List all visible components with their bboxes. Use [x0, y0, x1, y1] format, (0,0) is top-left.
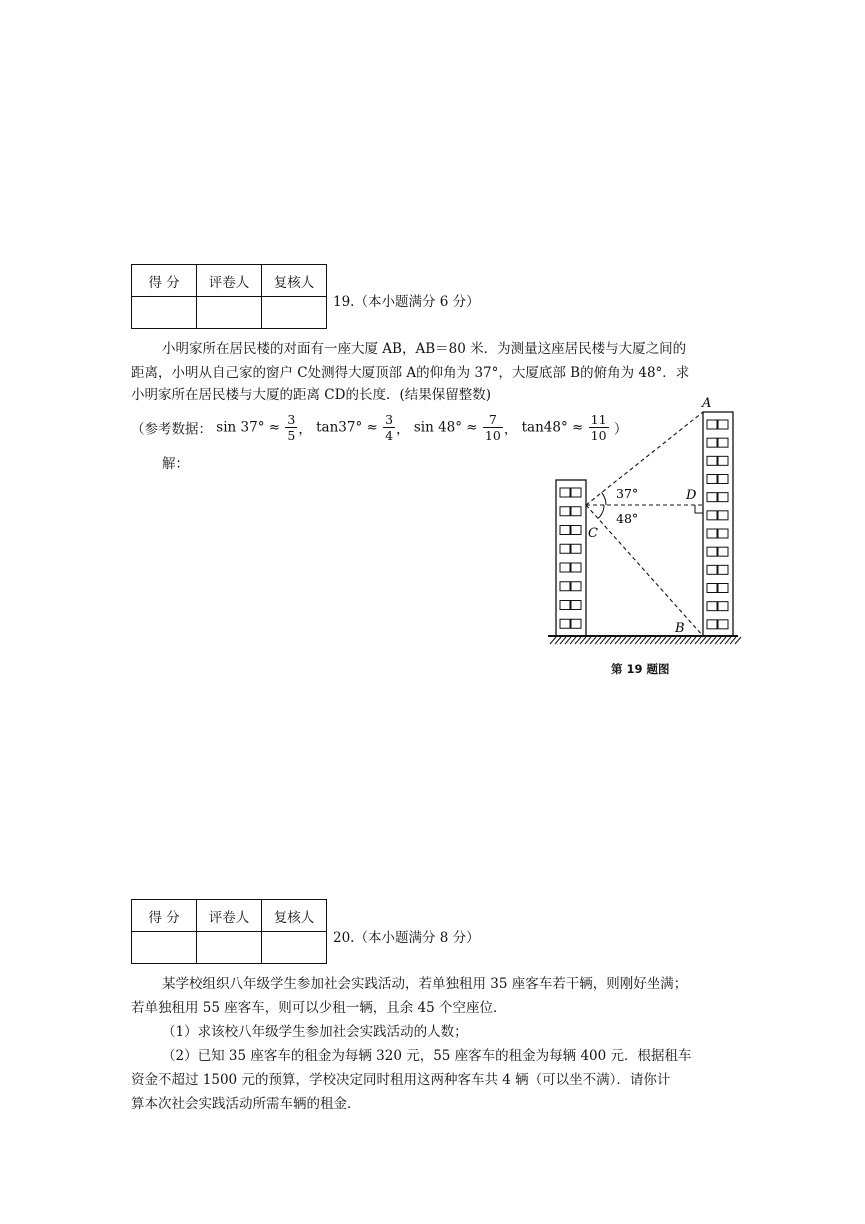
- ground-hatch: [645, 637, 651, 644]
- ground-hatch: [600, 637, 606, 644]
- ground-hatch: [705, 637, 711, 644]
- ref-sin37-label: sin 37° ≈: [216, 419, 281, 436]
- q20-item2-line1: （2）已知 35 座客车的租金为每辆 320 元，55 座客车的租金为每辆 400 元．根据租车: [162, 1048, 692, 1064]
- building-window: [718, 547, 728, 556]
- ground-hatch: [550, 637, 556, 644]
- ref-tan48-label: tan48° ≈: [521, 419, 584, 436]
- ground-hatch: [595, 637, 601, 644]
- building-window: [707, 529, 717, 538]
- building-window: [571, 526, 581, 535]
- score-cell[interactable]: [132, 932, 197, 964]
- ref-sin48-fraction: $\frac{7}{10}$: [484, 412, 501, 443]
- reviewer-header: 复核人: [262, 900, 327, 932]
- q19-body-line3: 小明家所在居民楼与大厦的距离 CD的长度．(结果保留整数): [131, 387, 491, 403]
- reviewer-cell[interactable]: [262, 932, 327, 964]
- ground-hatch: [670, 637, 676, 644]
- ground-hatch: [590, 637, 596, 644]
- angle-arc-37: [602, 493, 606, 506]
- ground-hatch: [575, 637, 581, 644]
- question-20-title: 20.（本小题满分 8 分）: [333, 930, 480, 946]
- building-window: [718, 456, 728, 465]
- building-window: [571, 582, 581, 591]
- ground-hatch: [730, 637, 736, 644]
- ref-tan48-fraction: $\frac{11}{10}$: [590, 412, 607, 443]
- building-window: [718, 584, 728, 593]
- right-angle-mark: [695, 505, 703, 513]
- building-window: [571, 488, 581, 497]
- ground-hatch: [610, 637, 616, 644]
- score-header: 得 分: [132, 900, 197, 932]
- building-window: [560, 507, 570, 516]
- grader-header: 评卷人: [197, 265, 262, 297]
- ground-hatch: [735, 637, 741, 644]
- ground-hatch: [555, 637, 561, 644]
- ref-suffix: ）: [613, 421, 628, 438]
- ground-hatch: [665, 637, 671, 644]
- q20-body-line2: 若单独租用 55 座客车，则可以少租一辆，且余 45 个空座位．: [131, 1000, 507, 1016]
- building-window: [571, 563, 581, 572]
- building-window: [571, 619, 581, 628]
- q20-item2-line2: 资金不超过 1500 元的预算，学校决定同时租用这两种客车共 4 辆（可以坐不满）．请你计: [131, 1072, 671, 1088]
- building-window: [707, 493, 717, 502]
- ground-hatch: [680, 637, 686, 644]
- score-header: 得 分: [132, 265, 197, 297]
- q19-figure: [540, 392, 750, 657]
- building-window: [560, 601, 570, 610]
- ground-hatch: [660, 637, 666, 644]
- q19-reference-data: （参考数据： sin 37° ≈ $\frac{3}{5}$ ， tan37° ≈ $\frac{3}{4}$ ， sin 48° ≈ $\frac{7}{10}$ ， tan48° ≈ $\frac{11}{10}$ ）: [131, 412, 628, 443]
- building-window: [560, 563, 570, 572]
- building-window: [571, 544, 581, 553]
- angle-48-label: 48°: [616, 511, 639, 526]
- ground-hatch: [685, 637, 691, 644]
- ground-hatch: [565, 637, 571, 644]
- reviewer-header: 复核人: [262, 265, 327, 297]
- ground-hatch: [700, 637, 706, 644]
- building-window: [707, 620, 717, 629]
- tower-ab: [703, 412, 733, 636]
- building-window: [707, 565, 717, 574]
- ground-hatch: [630, 637, 636, 644]
- building-window: [707, 584, 717, 593]
- ground-hatch: [635, 637, 641, 644]
- ref-sin37-fraction: $\frac{3}{5}$: [287, 412, 296, 443]
- ground-hatch: [570, 637, 576, 644]
- score-table-q20: [131, 899, 327, 964]
- ground-hatch: [710, 637, 716, 644]
- building-window: [718, 420, 728, 429]
- building-window: [718, 529, 728, 538]
- ground-hatch: [650, 637, 656, 644]
- building-window: [707, 475, 717, 484]
- ground-hatch: [620, 637, 626, 644]
- building-window: [707, 420, 717, 429]
- point-c-label: C: [588, 526, 598, 541]
- q19-solution-label: 解：: [162, 456, 189, 472]
- angle-arc-48: [598, 505, 604, 518]
- ground-hatch: [695, 637, 701, 644]
- reviewer-cell[interactable]: [262, 297, 327, 329]
- ground-hatch: [675, 637, 681, 644]
- ground-hatch: [560, 637, 566, 644]
- building-window: [718, 565, 728, 574]
- building-window: [560, 619, 570, 628]
- ground-hatch: [605, 637, 611, 644]
- building-window: [560, 526, 570, 535]
- ground-hatch: [585, 637, 591, 644]
- building-window: [718, 438, 728, 447]
- q20-item2-line3: 算本次社会实践活动所需车辆的租金．: [131, 1096, 361, 1112]
- ref-tan37-label: tan37° ≈: [316, 419, 378, 436]
- building-window: [718, 493, 728, 502]
- building-window: [718, 620, 728, 629]
- ground-hatch: [655, 637, 661, 644]
- q19-body-line1: 小明家所在居民楼的对面有一座大厦 AB，AB＝80 米．为测量这座居民楼与大厦之间的: [162, 341, 687, 357]
- angle-37-label: 37°: [616, 486, 639, 501]
- building-window: [718, 511, 728, 520]
- grader-header: 评卷人: [197, 900, 262, 932]
- q20-item1: （1）求该校八年级学生参加社会实践活动的人数；: [162, 1024, 468, 1040]
- figure-caption: 第 19 题图: [611, 662, 670, 676]
- q20-body-line1: 某学校组织八年级学生参加社会实践活动，若单独租用 35 座客车若干辆，则刚好坐满；: [162, 976, 688, 992]
- building-window: [707, 602, 717, 611]
- building-window: [571, 507, 581, 516]
- sight-line-cb: [586, 505, 703, 636]
- ref-sin48-label: sin 48° ≈: [413, 419, 478, 436]
- score-cell[interactable]: [132, 297, 197, 329]
- ground: [548, 636, 741, 644]
- building-window: [718, 602, 728, 611]
- ground-hatch: [725, 637, 731, 644]
- building-window: [560, 544, 570, 553]
- ref-tan37-fraction: $\frac{3}{4}$: [385, 412, 394, 443]
- score-table-q19: [131, 264, 327, 329]
- point-b-label: B: [675, 621, 685, 636]
- building-window: [707, 438, 717, 447]
- ground-hatch: [715, 637, 721, 644]
- grader-cell[interactable]: [197, 297, 262, 329]
- grader-cell[interactable]: [197, 932, 262, 964]
- building-window: [560, 488, 570, 497]
- building-window: [718, 475, 728, 484]
- residential-building: [556, 480, 586, 636]
- building-window: [707, 456, 717, 465]
- ground-hatch: [580, 637, 586, 644]
- ground-hatch: [720, 637, 726, 644]
- building-window: [571, 601, 581, 610]
- ground-hatch: [615, 637, 621, 644]
- question-19-title: 19.（本小题满分 6 分）: [333, 294, 480, 310]
- ground-hatch: [690, 637, 696, 644]
- point-d-label: D: [686, 488, 697, 503]
- building-window: [707, 511, 717, 520]
- ref-prefix: （参考数据：: [131, 421, 212, 438]
- ground-hatch: [625, 637, 631, 644]
- q19-body-line2: 距离，小明从自己家的窗户 C处测得大厦顶部 A的仰角为 37°，大厦底部 B的俯角为 48°．求: [131, 365, 690, 381]
- ground-hatch: [640, 637, 646, 644]
- building-window: [707, 547, 717, 556]
- building-window: [560, 582, 570, 591]
- point-a-label: A: [702, 396, 712, 411]
